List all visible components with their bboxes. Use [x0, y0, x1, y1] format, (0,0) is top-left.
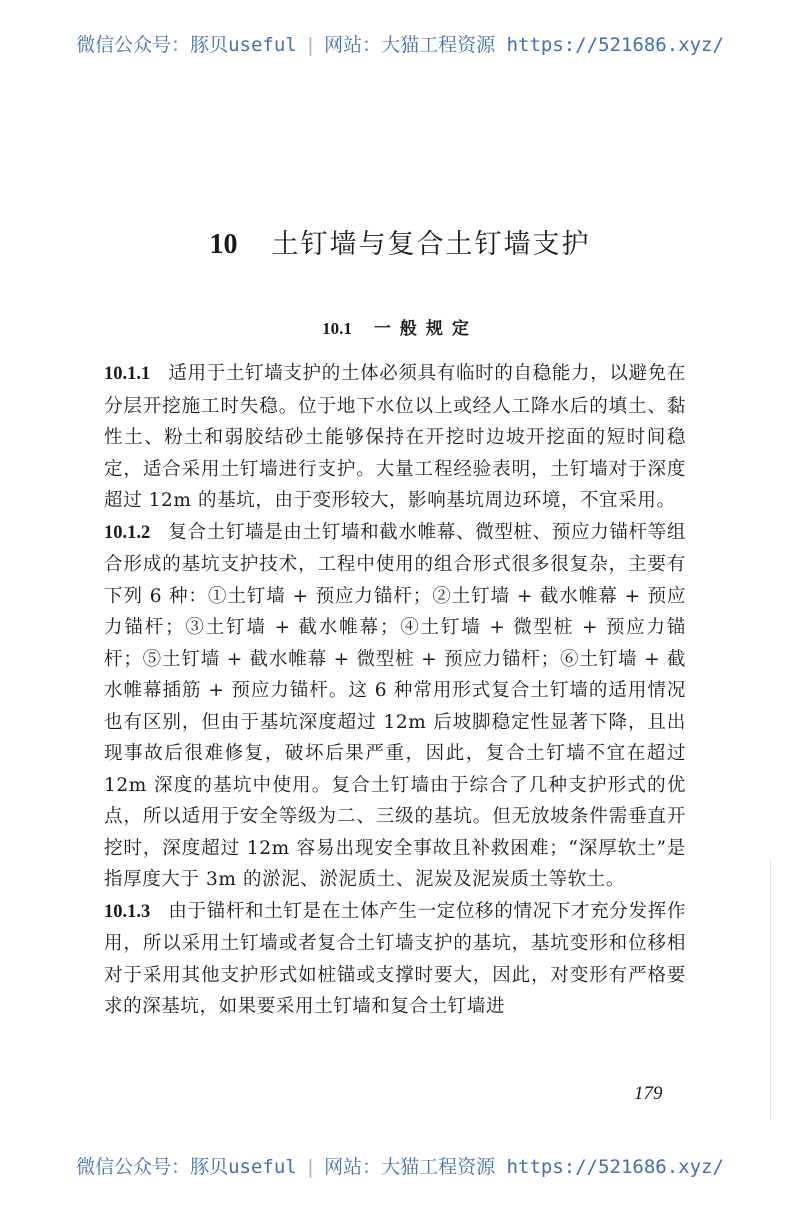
watermark-wechat-text: 微信公众号：豚贝useful	[76, 1156, 297, 1178]
chapter-title-text: 土钉墙与复合土钉墙支护	[271, 229, 591, 260]
clause-10-1-1	[104, 358, 686, 517]
chapter-title	[0, 222, 800, 261]
clause-number: 10.1.1	[104, 364, 151, 384]
clause-text: 适用于土钉墙支护的土体必须具有临时的自稳能力，以避免在分层开挖施工时失稳。位于地下水位以上或经人工降水后的填土、黏性土、粉土和弱胶结砂土能够保持在开挖时边坡开挖面的短时间稳定，适合采用土钉墙进行支护。大量工程经验表明，土钉墙对于深度超过 12m 的基坑，由于变形较大，影响基坑周边环境，不宜采用。	[104, 363, 686, 511]
section-title	[0, 314, 800, 339]
chapter-number: 10	[209, 229, 238, 260]
watermark-separator: |	[304, 34, 317, 56]
clause-number: 10.1.3	[104, 901, 151, 922]
body-text	[104, 358, 686, 1023]
watermark-website-text: 网站：大猫工程资源 https://521686.xyz/	[324, 34, 724, 56]
section-number: 10.1	[322, 319, 352, 338]
page-number: 179	[634, 1083, 663, 1104]
scan-edge-marks	[770, 860, 773, 1120]
clause-number: 10.1.2	[104, 522, 151, 543]
clause-10-1-3	[104, 896, 686, 1023]
clause-10-1-2	[104, 517, 686, 896]
watermark-header	[0, 30, 800, 57]
watermark-website-text: 网站：大猫工程资源 https://521686.xyz/	[324, 1156, 724, 1178]
clause-text: 由于锚杆和土钉是在土体产生一定位移的情况下才充分发挥作用，所以采用土钉墙或者复合土钉墙支护的基坑，基坑变形和位移相对于采用其他支护形式如桩锚或支撑时要大，因此，对变形有严格要求的深基坑，如果要采用土钉墙和复合土钉墙进	[104, 900, 686, 1017]
watermark-wechat-text: 微信公众号：豚贝useful	[76, 34, 297, 56]
section-title-text: 一般规定	[373, 319, 478, 339]
watermark-footer	[0, 1152, 800, 1179]
clause-text: 复合土钉墙是由土钉墙和截水帷幕、微型桩、预应力锚杆等组合形成的基坑支护技术，工程中使用的组合形式很多很复杂，主要有下列 6 种：①土钉墙 + 预应力锚杆；②土钉墙 + 截水帷幕 + 预应力锚杆；③土钉墙 + 截水帷幕；④土钉墙 + 微型桩 + 预应力锚杆；⑤土钉墙 + 截水帷幕 + 微型桩 + 预应力锚杆；⑥土钉墙 + 截水帷幕插筋 + 预应力锚杆。这 6 种常用形式复合土钉墙的适用情况也有区别，但由于基坑深度超过 12m 后坡脚稳定性显著下降，且出现事故后很难修复，破坏后果严重，因此，复合土钉墙不宜在超过 12m 深度的基坑中使用。复合土钉墙由于综合了几种支护形式的优点，所以适用于安全等级为二、三级的基坑。但无放坡条件需垂直开挖时，深度超过 12m 容易出现安全事故且补救困难；“深厚软土”是指厚度大于 3m 的淤泥、淤泥质土、泥炭及泥炭质土等软土。	[104, 521, 686, 890]
watermark-separator: |	[304, 1156, 317, 1178]
